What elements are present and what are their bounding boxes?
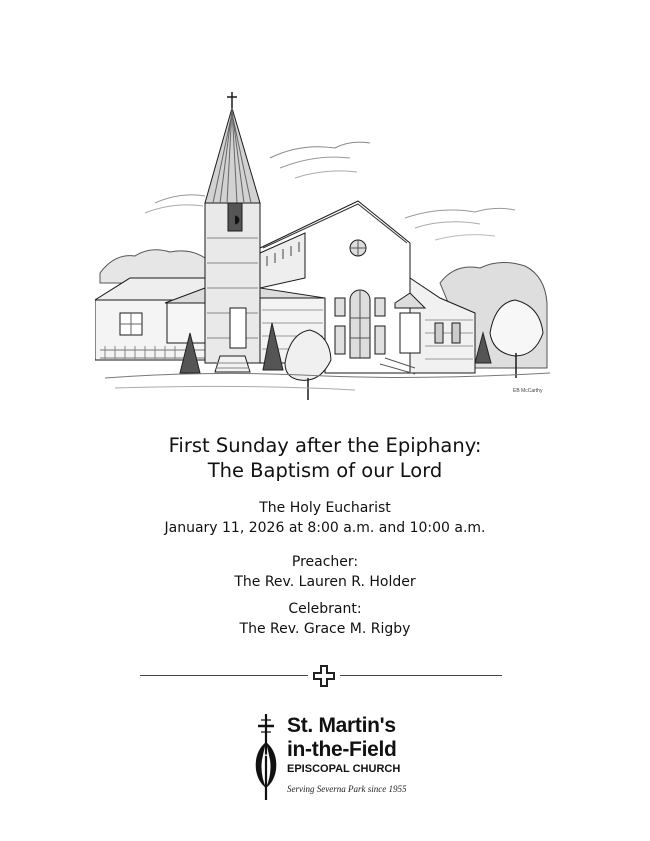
service-title (0, 433, 650, 483)
logo-line-2: in-the-Field (287, 738, 397, 761)
church-illustration (95, 88, 550, 408)
service-datetime: January 11, 2026 at 8:00 a.m. and 10:00 a.m. (164, 520, 486, 536)
preacher-label: Preacher: (291, 554, 359, 570)
celebrant-label: Celebrant: (288, 601, 362, 617)
service-name: The Holy Eucharist (259, 500, 391, 516)
section-divider (140, 664, 502, 688)
artist-signature: EB McCarthy (513, 388, 543, 394)
logo-line-3: EPISCOPAL CHURCH (287, 763, 401, 775)
title-line-1: First Sunday after the Epiphany: (168, 434, 482, 457)
cross-sword-icon (250, 712, 284, 802)
divider-rule-right (340, 675, 502, 676)
title-line-2: The Baptism of our Lord (207, 459, 443, 482)
preacher-name: The Rev. Lauren R. Holder (234, 574, 416, 590)
divider-rule-left (140, 675, 308, 676)
logo-line-1: St. Martin's (287, 714, 396, 737)
cross-icon (312, 664, 336, 688)
celebrant-name: The Rev. Grace M. Rigby (239, 621, 411, 637)
logo-tagline: Serving Severna Park since 1955 (287, 784, 407, 794)
